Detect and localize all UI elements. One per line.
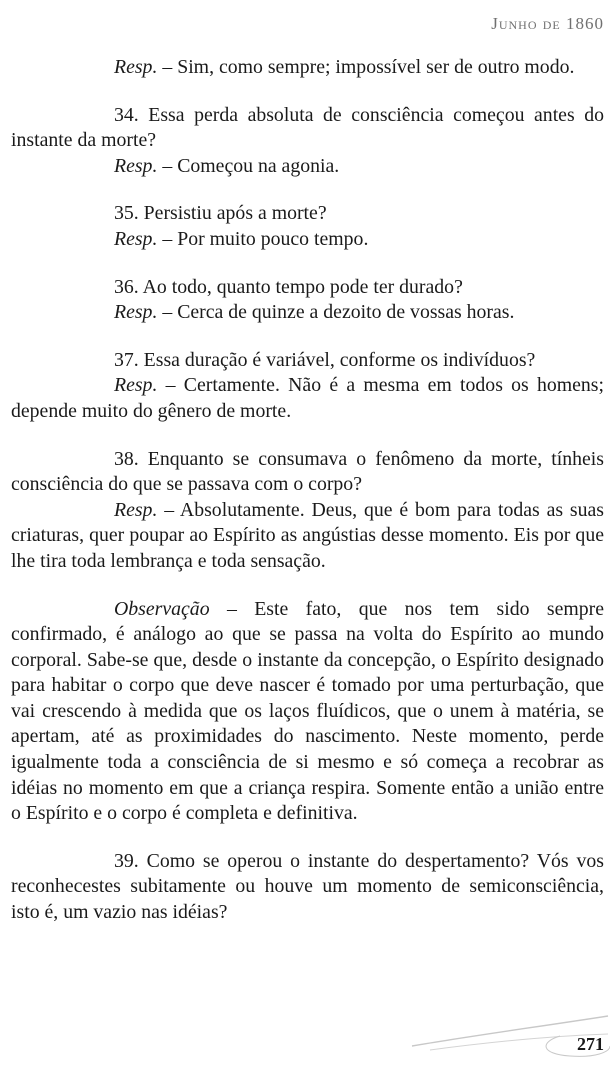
observation-paragraph bbox=[11, 597, 604, 827]
answer-text: – Começou na agonia. bbox=[157, 154, 340, 177]
answer-paragraph bbox=[11, 154, 604, 180]
answer-text: – Por muito pouco tempo. bbox=[157, 227, 369, 250]
running-head: Junho de 1860 bbox=[491, 14, 604, 33]
answer-paragraph bbox=[11, 55, 604, 81]
question-paragraph: 37. Essa duração é variável, conforme os indivíduos? bbox=[114, 348, 536, 371]
resp-label: Resp. bbox=[114, 56, 158, 78]
question-paragraph: 39. Como se operou o instante do despertamento? Vós vos reconhecestes subitamente ou houve um momento de semiconsciência, isto é, um vazio nas idéias? bbox=[11, 849, 604, 924]
question-paragraph: 35. Persistiu após a morte? bbox=[114, 202, 327, 225]
resp-label: Resp. bbox=[114, 154, 158, 177]
resp-label: Resp. bbox=[114, 374, 158, 397]
question-paragraph: 36. Ao todo, quanto tempo pode ter durado? bbox=[114, 275, 463, 298]
resp-label: Resp. bbox=[114, 301, 158, 324]
observation-label: Observação bbox=[114, 597, 210, 620]
question-paragraph: 38. Enquanto se consumava o fenômeno da morte, tínheis consciência do que se passava com o corpo? bbox=[11, 447, 604, 496]
answer-text: – Certamente. Não é a mesma em todos os homens; depende muito do gênero de morte. bbox=[11, 374, 604, 422]
answer-text: – Sim, como sempre; impossível ser de outro modo. bbox=[157, 56, 575, 78]
observation-text: – Este fato, que nos tem sido sempre confirmado, é análogo ao que se passa na volta do Espírito ao mundo corporal. Sabe-se que, desde o instante da concepção, o Espírito designado para habitar o corpo que deve nascer é tomado por uma perturbação, que vai crescendo à medida que os laços fluídicos, que o unem à matéria, se apertam, até as proximidades do nascimento. Neste momento, perde igualmente toda a consciência de si mesmo e só começa a recobrar as idéias no momento em que a criança respira. Somente então a união entre o Espírito e o corpo é completa e definitiva. bbox=[11, 597, 604, 825]
answer-paragraph bbox=[11, 498, 604, 575]
answer-text: – Absolutamente. Deus, que é bom para todas as suas criaturas, quer poupar ao Espírito as angústias desse momento. Eis por que lhe tira toda lembrança e toda sensação. bbox=[11, 498, 604, 572]
answer-paragraph bbox=[11, 300, 604, 326]
page-number: 271 bbox=[577, 1034, 604, 1054]
answer-paragraph bbox=[11, 227, 604, 253]
question-paragraph: 34. Essa perda absoluta de consciência começou antes do instante da morte? bbox=[11, 103, 604, 152]
resp-label: Resp. bbox=[114, 498, 158, 521]
answer-paragraph bbox=[11, 373, 604, 424]
answer-text: – Cerca de quinze a dezoito de vossas horas. bbox=[157, 301, 515, 324]
resp-label: Resp. bbox=[114, 227, 158, 250]
page-body bbox=[11, 55, 604, 926]
